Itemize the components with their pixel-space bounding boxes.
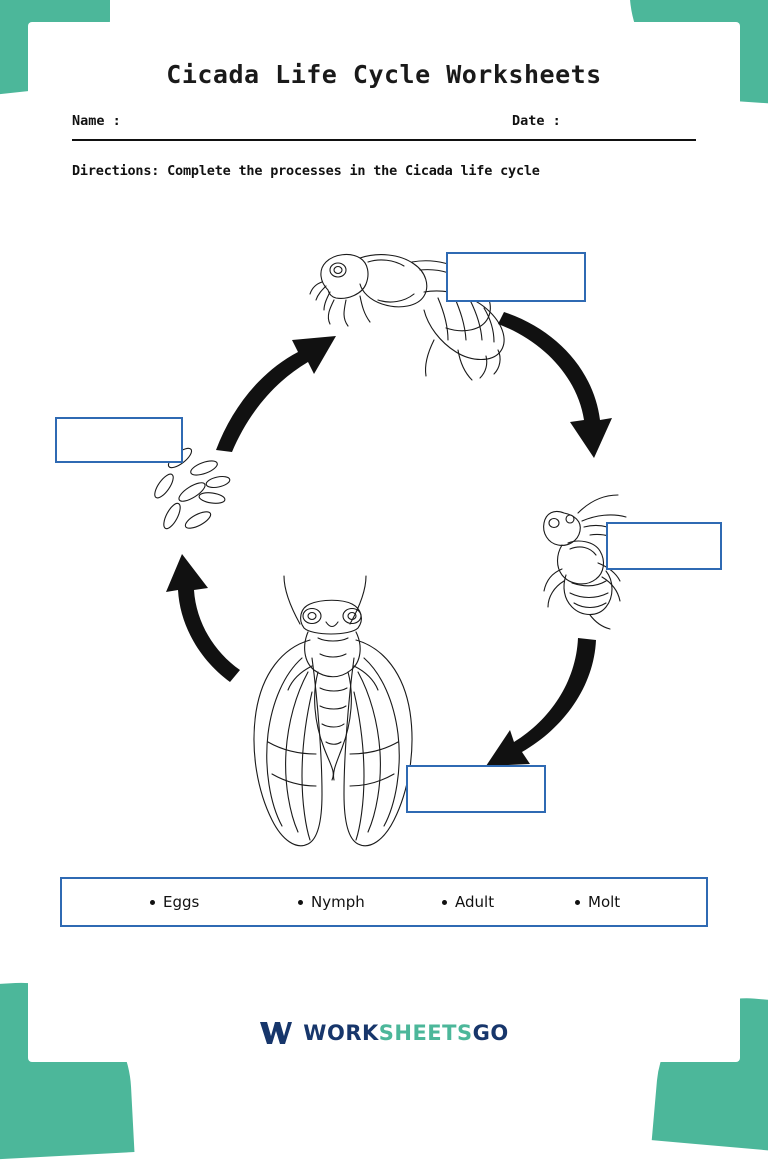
logo-text-go: GO xyxy=(472,1021,509,1045)
bullet-icon xyxy=(298,900,303,905)
date-label: Date : xyxy=(512,113,561,129)
word-bank-item-1[interactable] xyxy=(150,893,199,911)
life-cycle-diagram xyxy=(28,212,740,862)
name-label: Name : xyxy=(72,113,121,129)
word-bank xyxy=(60,877,708,927)
word-bank-label-3: Adult xyxy=(455,893,495,911)
logo-wordmark xyxy=(303,1021,508,1045)
word-bank-item-4[interactable] xyxy=(575,893,620,911)
answer-box-left[interactable] xyxy=(55,417,183,463)
word-bank-label-2: Nymph xyxy=(311,893,365,911)
word-bank-label-1: Eggs xyxy=(163,893,200,911)
answer-box-top[interactable] xyxy=(446,252,586,302)
word-bank-label-4: Molt xyxy=(588,893,621,911)
word-bank-item-2[interactable] xyxy=(298,893,365,911)
page-title: Cicada Life Cycle Worksheets xyxy=(166,60,602,89)
name-date-row xyxy=(72,111,696,141)
worksheet-page xyxy=(28,22,740,1062)
answer-box-bottom[interactable] xyxy=(406,765,546,813)
bullet-icon xyxy=(442,900,447,905)
answer-box-right[interactable] xyxy=(606,522,722,570)
word-bank-item-3[interactable] xyxy=(442,893,494,911)
bullet-icon xyxy=(575,900,580,905)
footer-logo xyxy=(0,1020,768,1046)
worksheetsgo-logo-icon xyxy=(259,1020,293,1046)
logo-text-sheets: SHEETS xyxy=(378,1021,473,1045)
bullet-icon xyxy=(150,900,155,905)
logo-text-work: WORK xyxy=(303,1021,379,1045)
directions-text: Directions: Complete the processes in the Cicada life cycle xyxy=(72,163,540,179)
